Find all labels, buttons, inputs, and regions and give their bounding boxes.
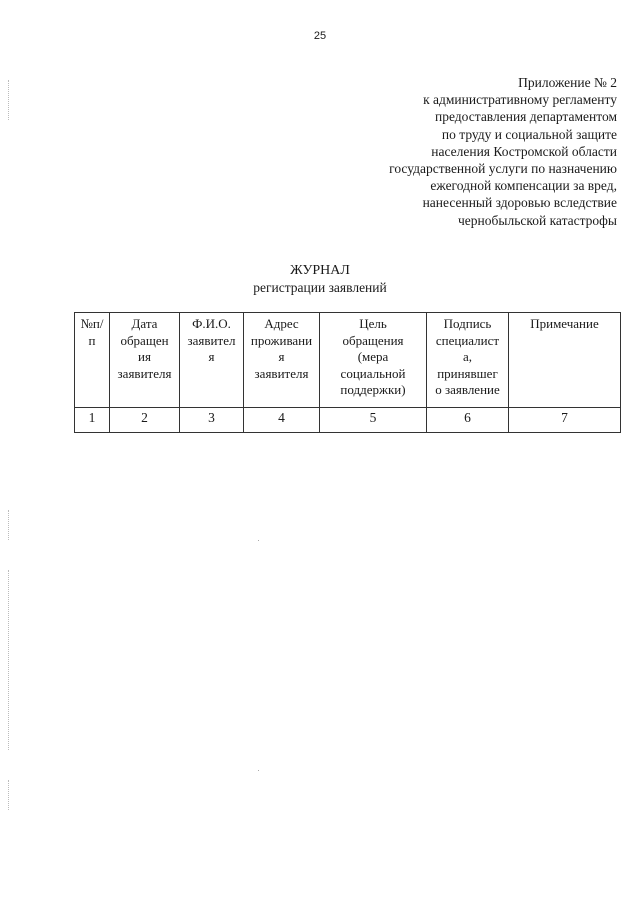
appendix-line: по труду и социальной защите: [441, 126, 617, 142]
header-cell-number: №п/ п: [75, 313, 110, 408]
appendix-line: населения Костромской области: [431, 143, 617, 159]
appendix-line: нанесенный здоровью вследствие: [422, 195, 617, 211]
appendix-header: [317, 74, 617, 229]
scan-margin-marks: [8, 510, 10, 540]
journal-title: ЖУРНАЛ: [290, 263, 350, 278]
appendix-line: государственной услуги по назначению: [389, 161, 617, 177]
header-cell-purpose: Цель обращения (мера социальной поддержки): [320, 313, 427, 408]
journal-subtitle: регистрации заявлений: [253, 280, 387, 295]
table-cell: 2: [110, 408, 180, 433]
table-cell: 7: [509, 408, 621, 433]
table-cell: 5: [320, 408, 427, 433]
table-cell: 6: [427, 408, 509, 433]
appendix-line: Приложение № 2: [518, 75, 617, 90]
appendix-line: чернобыльской катастрофы: [458, 212, 617, 228]
scan-margin-marks: [8, 80, 10, 120]
header-cell-signature: Подпись специалист а, принявшег о заявление: [427, 313, 509, 408]
scan-speck: [258, 770, 259, 771]
header-cell-date: Дата обращен ия заявителя: [110, 313, 180, 408]
scan-speck: [258, 540, 259, 541]
registration-table: [74, 312, 621, 433]
appendix-line: к административному регламенту: [423, 92, 617, 108]
page-number: 25: [313, 30, 327, 42]
table-cell: 3: [180, 408, 244, 433]
header-cell-name: Ф.И.О. заявител я: [180, 313, 244, 408]
table-row: [75, 408, 621, 433]
scan-margin-marks: [8, 570, 10, 750]
table-header-row: [75, 313, 621, 408]
header-cell-note: Примечание: [509, 313, 621, 408]
scan-margin-marks: [8, 780, 10, 810]
appendix-line: ежегодной компенсации за вред,: [430, 178, 617, 194]
table-cell: 1: [75, 408, 110, 433]
header-cell-address: Адрес проживани я заявителя: [244, 313, 320, 408]
appendix-line: предоставления департаментом: [435, 109, 617, 125]
table-cell: 4: [244, 408, 320, 433]
